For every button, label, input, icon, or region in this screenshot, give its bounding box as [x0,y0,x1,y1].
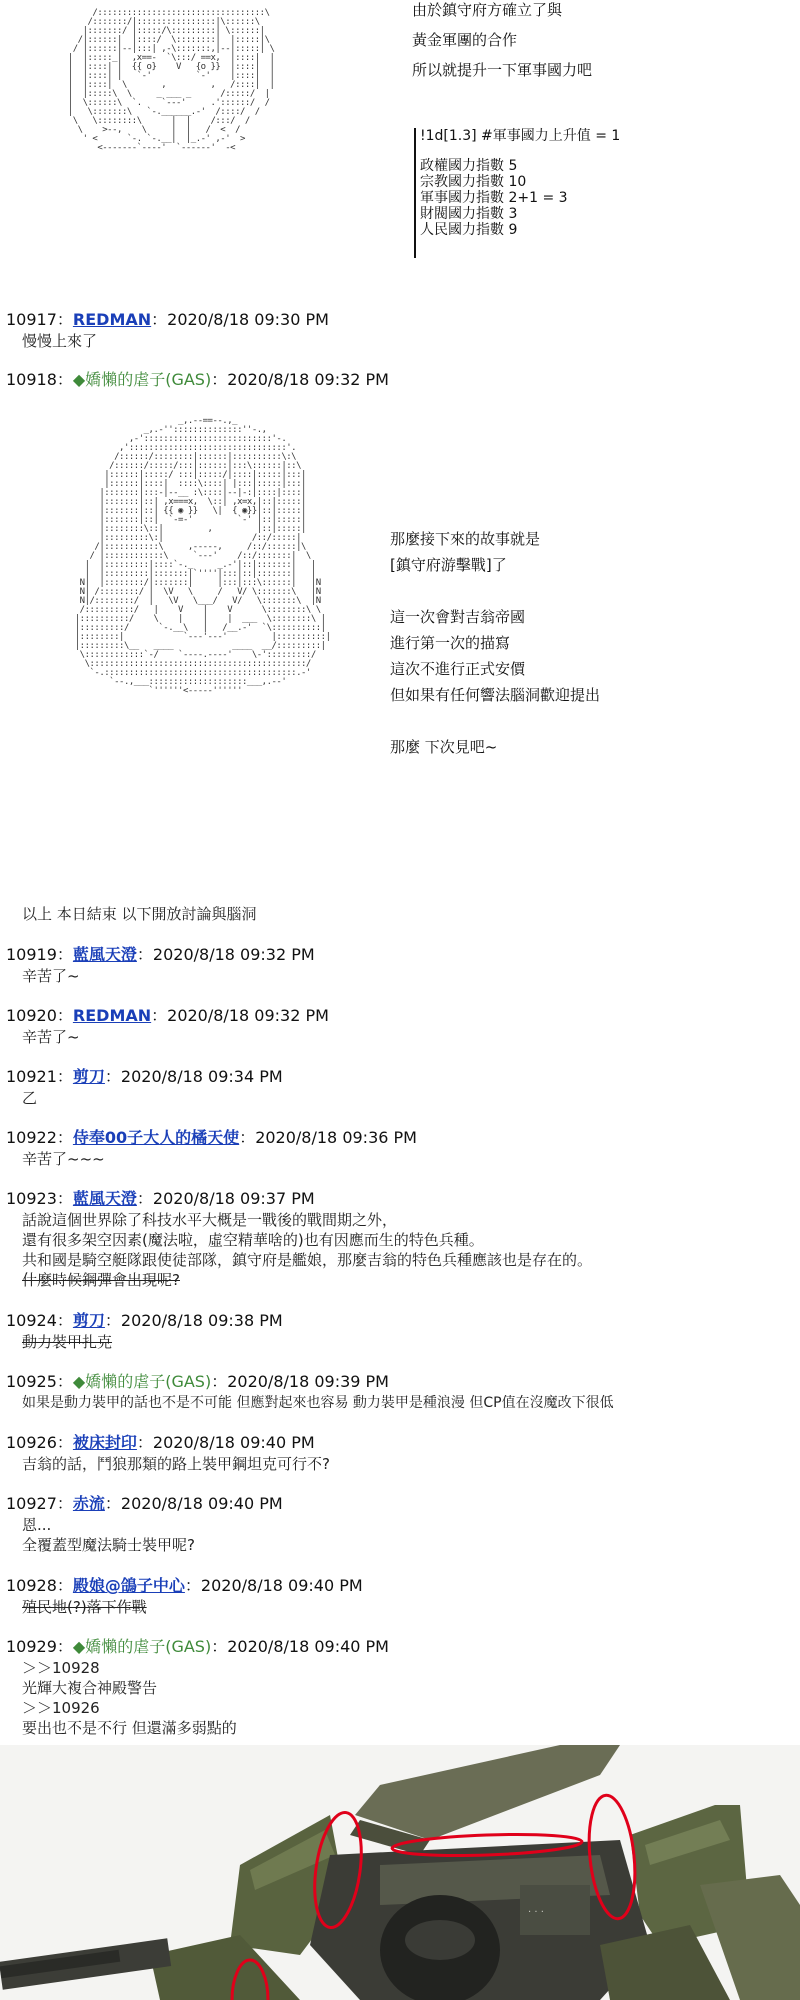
post-body [22,331,97,351]
post-header [6,1372,389,1392]
post-header [6,1311,283,1331]
post-username-link[interactable]: 剪刀 [72,1311,105,1330]
post-number: 10923： [6,1189,73,1208]
post-body [22,1393,614,1413]
note-line: 由於鎮守府方確立了與 [412,1,563,19]
post-header [6,1433,315,1453]
post-number: 10926： [6,1433,73,1452]
post-line-strikethrough: 殖民地(?)落下作戰 [22,1598,147,1616]
post-number: 10927： [6,1494,73,1513]
stat-line: 人民國力指數 9 [420,222,518,238]
post-time: ：2020/8/18 09:30 PM [151,310,329,329]
post-username-gas: ◆嬌懶的虐子(GAS) [72,370,212,389]
post-body [22,1149,105,1169]
post-header [6,1189,315,1209]
post-header [6,945,315,965]
post-line: 慢慢上來了 [22,332,98,350]
post-line: 吉翁的話，鬥狼那類的路上裝甲鋼坦克可行不? [22,1455,330,1473]
post-body [22,1332,112,1352]
top-notes [412,0,592,80]
post-line: 光輝大複合神殿警告 [22,1679,158,1697]
post-body [22,1088,37,1108]
stat-line: 軍事國力指數 2+1 = 3 [420,190,568,206]
post-body [22,1027,80,1047]
roll-line: !1d[1.3] #軍事國力上升值 = 1 [420,128,621,144]
post-number: 10925： [6,1372,73,1391]
post-username-gas: ◆嬌懶的虐子(GAS) [72,1372,212,1391]
post-time: ：2020/8/18 09:32 PM [211,370,389,389]
post-username-link[interactable]: 赤流 [72,1494,105,1513]
note-line: 那麼 下次見吧~ [390,738,498,756]
post-time: ：2020/8/18 09:36 PM [239,1128,417,1147]
note-line: 但如果有任何響法腦洞歡迎提出 [390,686,601,704]
note-line: 黃金軍團的合作 [412,31,518,49]
note-line [390,578,600,604]
stat-line: 宗教國力指數 10 [420,174,527,190]
post-username-link[interactable]: REDMAN [72,310,152,329]
ascii-art-girl: _,.--==--.,_ _,.-''::::::::::::::''-., ,-'::::::::::::::::::::::::::'-. ,'::::::::::::::::::::::::::::::::'. /::::::/::::::::|::::::|::::::::::\:\ /::::::/:::::/:::|::::::|:::\::::::|::\ |::::::|:::::/ :::|:::::/|::::|:::::|:::| |::::::|::::| ::::\::::| |:::|:::::|:::| |:::::::|:::-|--__ :\::::|--|-:|::::|::::| |:::::::|::| ,x===x, \::| ,x=x,|::|:::::| |:::::::|::| {{ ◉ }} \| { ◉}}|::|:::::| |:::::::|::| `-=-' `-' |::|:::::| |::::::::\::| , |::|:::::| |:::::::::\:| /::/:::::| /|:::::::::::\ ,-----, /::/::::::|\ / |::::::::::::\ `---' /::/:::::::| \ | |:::::::::|::::`-._ _.-'|::|:::::::| | | |:::::::::|:::::::|`''''|:::|::|:::::::| | N| |::::::::/|:::::::| |:::|:::\::::::| |N N| /::::::::/ | \V \ / V/ \:::::::\ |N N|/::::::::/ | \V \___/ V/ \:::::::\ |N /::::::::::/ | V | V \::::::::\ \ |::::::::::/ \ | | | ___ \::::::::\ | |:::::::::/ `-.__\ | /__.-' `\::::::::::| |::::::::| `---'---' |::::::::::| |:::::::::\__ ____ ____ __/:::::::::| \::::::::::::`-/ `----.----' \-':::::::::/ \::::::::::::::::::::::::::::::::::::::::::::/ `-.:::::::::::::::::::::::::::::::::::::::.-' `--.,___::::::::::::::::::::___,.--' `''''''<-----'''''' [74,416,331,696]
note-line: [鎮守府游擊戰]了 [390,556,507,574]
post-line: 乙 [22,1089,38,1107]
end-note: 以上 本日結束 以下開放討論與腦洞 [22,905,257,923]
post-line: 還有很多架空因素(魔法啦，虛空精華啥的)也有因應而生的特色兵種。 [22,1231,484,1249]
post-line: 恩... [22,1516,52,1534]
post-time: ：2020/8/18 09:32 PM [136,945,315,964]
post-username-link[interactable]: 被床封印 [72,1433,137,1452]
note-line: 這一次會對吉翁帝國 [390,608,526,626]
post-time: ：2020/8/18 09:40 PM [104,1494,283,1513]
post-line: 如果是動力裝甲的話也不是不可能 但應對起來也容易 動力裝甲是種浪漫 但CP值在沒魔改下很低 [22,1395,614,1411]
post-number: 10928： [6,1576,73,1595]
post-username-link[interactable]: 藍風天澄 [72,945,137,964]
post-number: 10919： [6,945,73,964]
post-username-gas: ◆嬌懶的虐子(GAS) [72,1637,212,1656]
post-body [22,966,80,986]
post-time: ：2020/8/18 09:32 PM [151,1006,329,1025]
post-header [6,310,329,330]
stats-block [414,128,620,258]
post-body [22,1658,237,1738]
post-header [6,1494,283,1514]
post-header [6,1637,389,1657]
post-body [22,1454,330,1474]
post-line: 共和國是騎空艇隊跟使徒部隊，鎮守府是艦娘，那麼吉翁的特色兵種應該也是存在的。 [22,1251,593,1269]
post-line-strikethrough: 什麼時候鋼彈會出現呢? [22,1271,180,1289]
post-username-link[interactable]: 侍奉00子大人的橘天使 [72,1128,240,1147]
post-body [22,1597,147,1617]
post-number: 10922： [6,1128,73,1147]
note-line: 那麼接下來的故事就是 [390,530,541,548]
note-line: 所以就提升一下軍事國力吧 [412,61,593,79]
post-line-strikethrough: 動力裝甲扎克 [22,1333,113,1351]
post-number: 10924： [6,1311,73,1330]
post-number: 10918： [6,370,73,389]
mech-armor-photo [0,1745,800,2000]
post-time: ：2020/8/18 09:40 PM [211,1637,389,1656]
post-number: 10929： [6,1637,73,1656]
story-notes [390,526,600,760]
post-time: ：2020/8/18 09:34 PM [104,1067,283,1086]
post-header [6,1067,283,1087]
post-time: ：2020/8/18 09:40 PM [136,1433,315,1452]
post-line: 辛苦了~ [22,967,80,985]
note-line [390,708,600,734]
post-username-link[interactable]: REDMAN [72,1006,152,1025]
stat-line: 政權國力指數 5 [420,158,518,174]
post-number: 10920： [6,1006,73,1025]
post-header [6,1006,329,1026]
post-line: 辛苦了~ [22,1028,80,1046]
post-reply-link[interactable]: ＞＞10926 [22,1699,100,1717]
post-line: 全覆蓋型魔法騎士裝甲呢? [22,1536,195,1554]
post-time: ：2020/8/18 09:37 PM [136,1189,315,1208]
post-header [6,1128,417,1148]
ascii-art-top: /::::::::::::::::::::::::::::::::::\ /:::::::/|::::::::::::::::|\::::::\ |:::::::/ |:::::/\:::::::::| \::::::| /|::::::| |::::/ \::::::::| |:::::|\ / |::::::|--|:::| ,-\:::::::,|--|:::::| \ | |:::::_| ,x==- `\:::/ ==x, |::::| | | |::::| | {{ o} V {o }} |::::| | | |::::| | `-' `-' |::::| | | |::::| \ , , /::::| | | |:::::\ \ _ ___ _ /:::::/ | | \::::::\ `. `---' .'::::::/ / | \:::::::\ `-.______.-' /::::/ / \ \::::::::\ | | /:::/ / \ >--, \ | | / < / ' < `-. `-.__| |_.-' ,-' > <-------`----' `------' -< [67,8,275,153]
post-time: ：2020/8/18 09:38 PM [104,1311,283,1330]
stat-line: 財閥國力指數 3 [420,206,518,222]
post-username-link[interactable]: 剪刀 [72,1067,105,1086]
post-line: 話說這個世界除了科技水平大概是一戰後的戰間期之外， [22,1211,398,1229]
post-username-link[interactable]: 殿娘@鴿子中心 [72,1576,185,1595]
post-body [22,1515,195,1555]
post-number: 10921： [6,1067,73,1086]
post-header [6,1576,363,1596]
post-number: 10917： [6,310,73,329]
post-line: 辛苦了~~~ [22,1150,105,1168]
post-body [22,1210,592,1290]
svg-text:· · ·: · · · [528,1907,544,1918]
post-time: ：2020/8/18 09:40 PM [184,1576,363,1595]
post-time: ：2020/8/18 09:39 PM [211,1372,389,1391]
note-line: 這次不進行正式安價 [390,660,526,678]
post-line: 要出也不是不行 但還滿多弱點的 [22,1719,237,1737]
post-reply-link[interactable]: ＞＞10928 [22,1659,100,1677]
note-line: 進行第一次的描寫 [390,634,511,652]
post-username-link[interactable]: 藍風天澄 [72,1189,137,1208]
mech-photo-svg [0,1745,800,2000]
post-header [6,370,389,390]
